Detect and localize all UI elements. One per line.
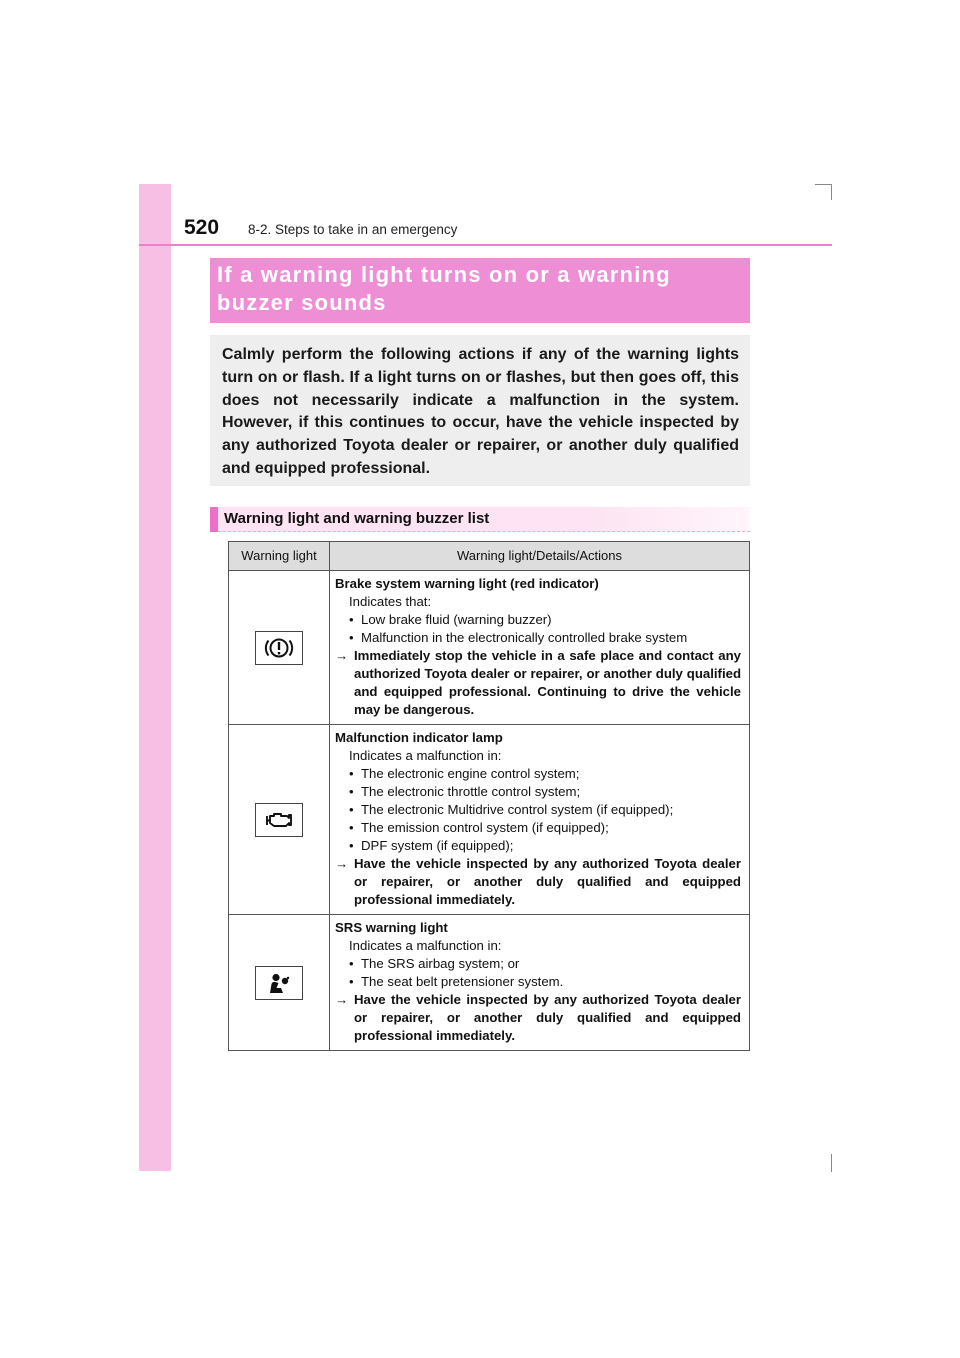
subheading-dash-line xyxy=(218,531,750,532)
entry-lead: Indicates that: xyxy=(349,594,432,609)
warning-light-table xyxy=(228,541,750,1051)
subheading-box xyxy=(210,507,750,532)
entry-lead: Indicates a malfunction in: xyxy=(349,938,502,953)
brake-warning-icon xyxy=(255,631,303,665)
details-cell xyxy=(330,725,750,915)
icon-cell xyxy=(229,915,330,1051)
list-item: • The electronic engine control system; xyxy=(349,766,580,781)
list-item: • Low brake fluid (warning buzzer) xyxy=(349,612,552,627)
list-item: • Malfunction in the electronically controlled brake system xyxy=(349,630,688,645)
arrow-icon: → xyxy=(335,992,349,1007)
table-header-row xyxy=(229,542,750,571)
section-title: If a warning light turns on or a warning buzzer sounds xyxy=(217,262,671,315)
running-head: 8-2. Steps to take in an emergency xyxy=(248,222,458,237)
entry-lead: Indicates a malfunction in: xyxy=(349,748,502,763)
entry-title: Brake system warning light (red indicator) xyxy=(335,576,599,591)
icon-cell xyxy=(229,571,330,725)
list-item: • The electronic Multidrive control system (if equipped); xyxy=(349,802,674,817)
icon-cell xyxy=(229,725,330,915)
action-text: → Have the vehicle inspected by any authorized Toyota dealer or repairer, or another duly qualified and equipped professional immediately. xyxy=(335,856,741,907)
side-strip xyxy=(139,184,171,1171)
intro-text: Calmly perform the following actions if any of the warning lights turn on or flash. If a light turns on or flashes, but then goes off, this does not necessarily indicate a malfunction in the system. However, if this continues to occur, have the vehicle inspected by any authorized Toyota dealer or repairer, or another duly qualified and equipped professional. xyxy=(222,346,739,477)
subheading: Warning light and warning buzzer list xyxy=(224,510,490,527)
table-row xyxy=(229,915,750,1051)
column-header-details: Warning light/Details/Actions xyxy=(330,542,750,571)
table-row xyxy=(229,571,750,725)
section-title-box xyxy=(210,258,750,323)
table-row xyxy=(229,725,750,915)
crop-mark-bottom-right xyxy=(831,1154,832,1172)
details-cell xyxy=(330,571,750,725)
list-item: • The emission control system (if equipped); xyxy=(349,820,609,835)
header-rule xyxy=(139,244,832,246)
arrow-icon: → xyxy=(335,648,349,663)
crop-mark-top-right-vertical xyxy=(831,184,832,200)
intro-box xyxy=(210,335,750,486)
column-header-warning-light: Warning light xyxy=(229,542,330,571)
engine-malfunction-icon xyxy=(255,803,303,837)
entry-title: SRS warning light xyxy=(335,920,448,935)
action-text: → Immediately stop the vehicle in a safe place and contact any authorized Toyota dealer or repairer, or another duly qualified and equipped professional. Continuing to drive the vehicle may be dangerous. xyxy=(335,648,741,717)
list-item: • DPF system (if equipped); xyxy=(349,838,514,853)
arrow-icon: → xyxy=(335,856,349,871)
crop-mark-top-right xyxy=(815,184,832,185)
entry-title: Malfunction indicator lamp xyxy=(335,730,503,745)
subheading-bar xyxy=(210,507,218,532)
list-item: • The electronic throttle control system; xyxy=(349,784,581,799)
list-item: • The seat belt pretensioner system. xyxy=(349,974,564,989)
srs-airbag-icon xyxy=(255,966,303,1000)
action-text: → Have the vehicle inspected by any authorized Toyota dealer or repairer, or another duly qualified and equipped professional immediately. xyxy=(335,992,741,1043)
list-item: • The SRS airbag system; or xyxy=(349,956,520,971)
details-cell xyxy=(330,915,750,1051)
page-number: 520 xyxy=(184,216,220,239)
